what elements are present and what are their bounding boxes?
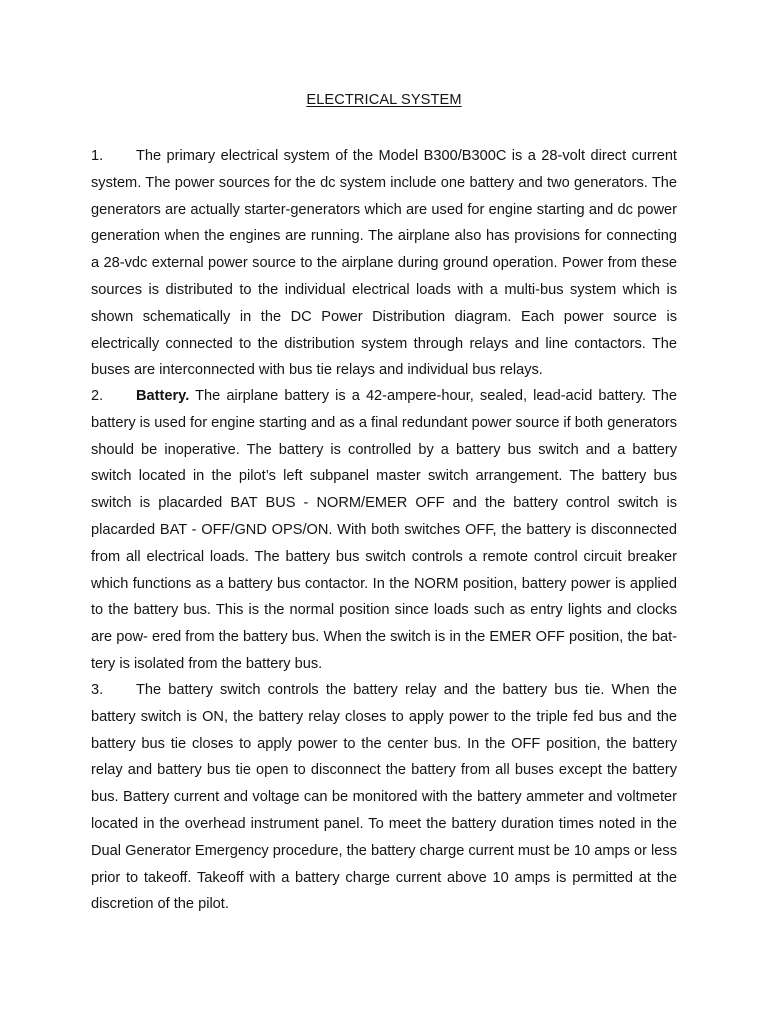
paragraph-2 [91, 383, 677, 678]
document-title: ELECTRICAL SYSTEM [306, 92, 462, 108]
paragraph-2-text: The airplane battery is a 42-ampere-hour, sealed, lead-acid battery. The battery is used for engine starting and as a final redundant power source if both generators should be inoperative. The battery is controlled by a battery bus switch and a battery switch located in the pilot’s left subpanel master switch arrangement. The battery bus switch is placarded BAT BUS - NORM/EMER OFF and the battery control switch is placarded BAT - OFF/GND OPS/ON. With both switches OFF, the battery is disconnected from all electrical loads. The battery bus switch controls a remote control circuit breaker which functions as a battery bus contactor. In the NORM position, battery power is applied to the battery bus. This is the normal position since loads such as entry lights and clocks are pow- ered from the battery bus. When the switch is in the EMER OFF position, the bat- tery is isolated from the battery bus. [91, 388, 677, 672]
paragraph-3 [91, 677, 677, 918]
paragraph-3-text: The battery switch controls the battery relay and the battery bus tie. When the battery switch is ON, the battery relay closes to apply power to the triple fed bus and the battery bus tie closes to apply power to the center bus. In the OFF position, the battery relay and battery bus tie open to disconnect the battery from all buses except the battery bus. Battery current and voltage can be monitored with the battery ammeter and voltmeter located in the overhead instrument panel. To meet the battery duration times noted in the Dual Generator Emergency procedure, the battery charge current must be 10 amps or less prior to takeoff. Takeoff with a battery charge current above 10 amps is permitted at the discretion of the pilot. [91, 682, 677, 913]
paragraph-2-heading: Battery. [136, 388, 190, 404]
paragraph-2-number: 2. [91, 388, 104, 404]
paragraph-3-number: 3. [91, 682, 104, 698]
paragraph-1 [91, 143, 677, 384]
paragraph-1-text: The primary electrical system of the Model B300/B300C is a 28-volt direct current system. The power sources for the dc system include one battery and two generators. The generators are actually starter-generators which are used for engine starting and dc power generation when the engines are running. The airplane also has provisions for connecting a 28-vdc external power source to the airplane during ground operation. Power from these sources is distributed to the individual electrical loads with a multi-bus system which is shown schematically in the DC Power Distribution diagram. Each power source is electrically connected to the distribution system through relays and line contactors. The buses are interconnected with bus tie relays and individual bus relays. [91, 148, 677, 379]
paragraph-1-number: 1. [91, 148, 104, 164]
